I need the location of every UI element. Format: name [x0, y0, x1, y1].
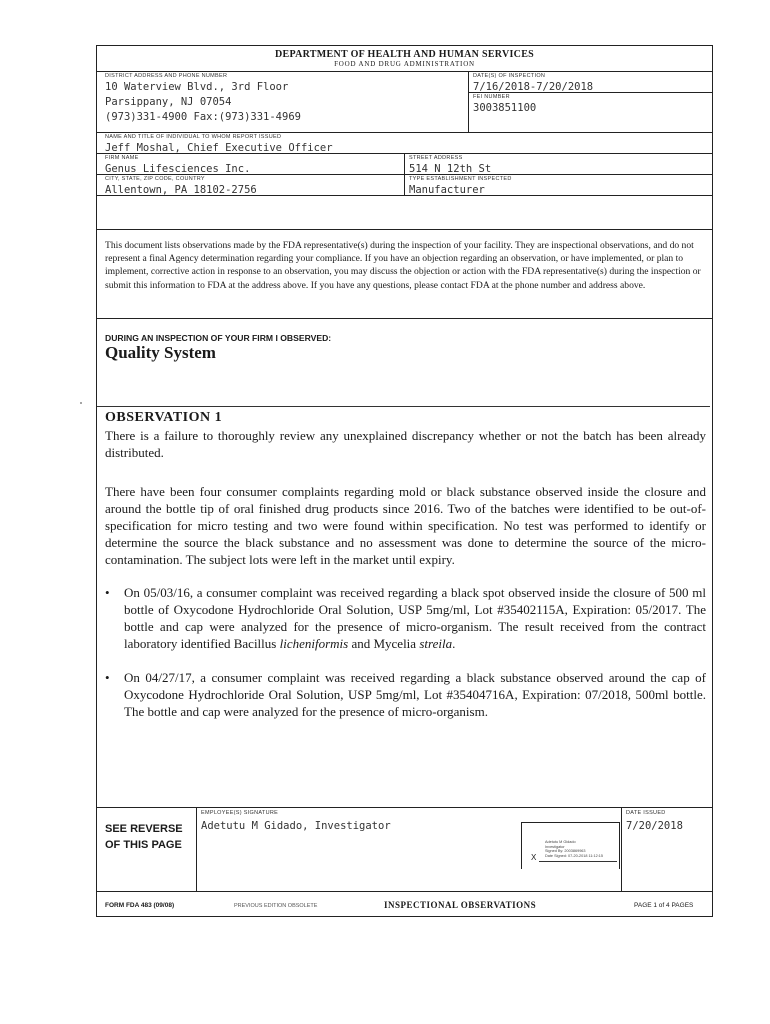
- fei-label: FEI NUMBER: [473, 94, 510, 100]
- divider-line: [97, 229, 712, 230]
- bullet-italic-term: licheniformis: [279, 636, 349, 651]
- observation-detail: There have been four consumer complaints regarding mold or black substance observed inside the closure and around the bottle tip of oral finished drug products since 2016. Two of the batches were identified to be out-of-specification for micro testing and two were found within specification. No test was performed to identify or determine the source the black substance and no assessment was done to determine the source of the micro-contamination. The subject lots were left in the market until expiry.: [105, 484, 706, 567]
- firm-value: Genus Lifesciences Inc.: [105, 163, 251, 175]
- bullet-text: On 05/03/16, a consumer complaint was received regarding a black spot observed inside the closure of 500 ml bottle of Oxycodone Hydrochloride Oral Solution, USP 5mg/ml, Lot #35402115A, Expiration: 05/2017. The bottle and cap were analyzed for the presence of micro-organism. The result received from the contract laboratory identified Bacillus: [124, 585, 706, 651]
- employee-signature-label: EMPLOYEE(S) SIGNATURE: [201, 810, 279, 816]
- individual-label: NAME AND TITLE OF INDIVIDUAL TO WHOM REPORT ISSUED: [105, 134, 282, 140]
- see-reverse-line1: SEE REVERSE: [105, 823, 183, 835]
- date-issued-label: DATE ISSUED: [626, 810, 666, 816]
- agency-title: FOOD AND DRUG ADMINISTRATION: [334, 60, 475, 68]
- digital-signature-line: Investigator: [545, 844, 565, 849]
- see-reverse-note: [105, 821, 183, 853]
- city-value: Allentown, PA 18102-2756: [105, 184, 257, 196]
- digital-signature-line: Adetutu M Gidado: [545, 840, 576, 844]
- divider-line: [468, 71, 469, 132]
- district-phone: (973)331-4900 Fax:(973)331-4969: [105, 111, 301, 123]
- section-rule: [97, 406, 710, 407]
- establishment-label: TYPE ESTABLISHMENT INSPECTED: [409, 176, 512, 182]
- scan-speck: [80, 402, 82, 404]
- district-address-line2: Parsippany, NJ 07054: [105, 96, 232, 108]
- observation-title: OBSERVATION 1: [105, 410, 223, 425]
- bullet-text: and Mycelia: [348, 636, 420, 651]
- divider-line: [97, 132, 712, 133]
- divider-line: [196, 807, 197, 891]
- footer-title: INSPECTIONAL OBSERVATIONS: [384, 900, 537, 910]
- signature-x-mark: X: [531, 853, 537, 862]
- list-item: [105, 584, 706, 652]
- page-number: PAGE 1 of 4 PAGES: [634, 902, 694, 909]
- bullet-italic-term: streila: [419, 636, 453, 651]
- street-value: 514 N 12th St: [409, 163, 492, 175]
- inspection-dates-label: DATE(S) OF INSPECTION: [473, 73, 546, 79]
- list-item: [105, 669, 706, 720]
- individual-value: Jeff Moshal, Chief Executive Officer: [105, 142, 333, 154]
- firm-label: FIRM NAME: [105, 155, 139, 161]
- digital-signature-line: Date Signed: 07-20-2018 11:12:15: [545, 853, 603, 858]
- divider-line: [97, 891, 712, 892]
- form-number: FORM FDA 483 (09/08): [105, 902, 175, 909]
- bullet-text: .: [452, 636, 456, 651]
- divider-line: [404, 153, 405, 195]
- district-address-line1: 10 Waterview Blvd., 3rd Floor: [105, 81, 289, 93]
- street-label: STREET ADDRESS: [409, 155, 463, 161]
- digital-signature-line: Signed By: 2003869963: [545, 849, 586, 854]
- previous-edition-note: PREVIOUS EDITION OBSOLETE: [234, 903, 318, 909]
- employee-signature-value: Adetutu M Gidado, Investigator: [201, 820, 391, 832]
- date-issued-value: 7/20/2018: [626, 820, 683, 832]
- signature-line: [539, 861, 617, 862]
- see-reverse-line2: OF THIS PAGE: [105, 839, 182, 851]
- fei-value: 3003851100: [473, 102, 537, 114]
- bullet-text: On 04/27/17, a consumer complaint was received regarding a black substance observed around the cap of Oxycodone Hydrochloride Oral Solution, USP 5mg/ml, Lot #35404716A, Expiration: 07/2018, 500ml bottle. The bottle and cap were analyzed for the presence of micro-organism.: [124, 670, 706, 719]
- observation-bullets: [105, 584, 706, 737]
- city-label: CITY, STATE, ZIP CODE, COUNTRY: [105, 176, 205, 182]
- divider-line: [97, 318, 712, 319]
- establishment-value: Manufacturer: [409, 184, 485, 196]
- inspection-dates-value: 7/16/2018-7/20/2018: [473, 81, 594, 93]
- district-label: DISTRICT ADDRESS AND PHONE NUMBER: [105, 73, 228, 79]
- section-title: Quality System: [105, 343, 216, 362]
- divider-line: [621, 807, 622, 891]
- divider-line: [97, 807, 712, 808]
- observation-summary: There is a failure to thoroughly review any unexplained discrepancy whether or not the batch has been already distributed.: [105, 428, 706, 460]
- during-inspection-label: DURING AN INSPECTION OF YOUR FIRM I OBSERVED:: [105, 333, 332, 343]
- fda-483-form: [96, 45, 713, 917]
- disclaimer-text: This document lists observations made by the FDA representative(s) during the inspection of your facility. They are inspectional observations, and do not represent a final Agency determination regarding your compliance. If you have an objection regarding an observation, or have implemented, or plan to implement, corrective action in response to an observation, you may discuss the objection or action with the FDA representative(s) during the inspection or submit this information to FDA at the address above. If you have any questions, please contact FDA at the phone number and address above.: [105, 240, 701, 291]
- digital-signature-details: [545, 840, 617, 858]
- form-header: [97, 46, 712, 72]
- department-title: DEPARTMENT OF HEALTH AND HUMAN SERVICES: [274, 49, 535, 60]
